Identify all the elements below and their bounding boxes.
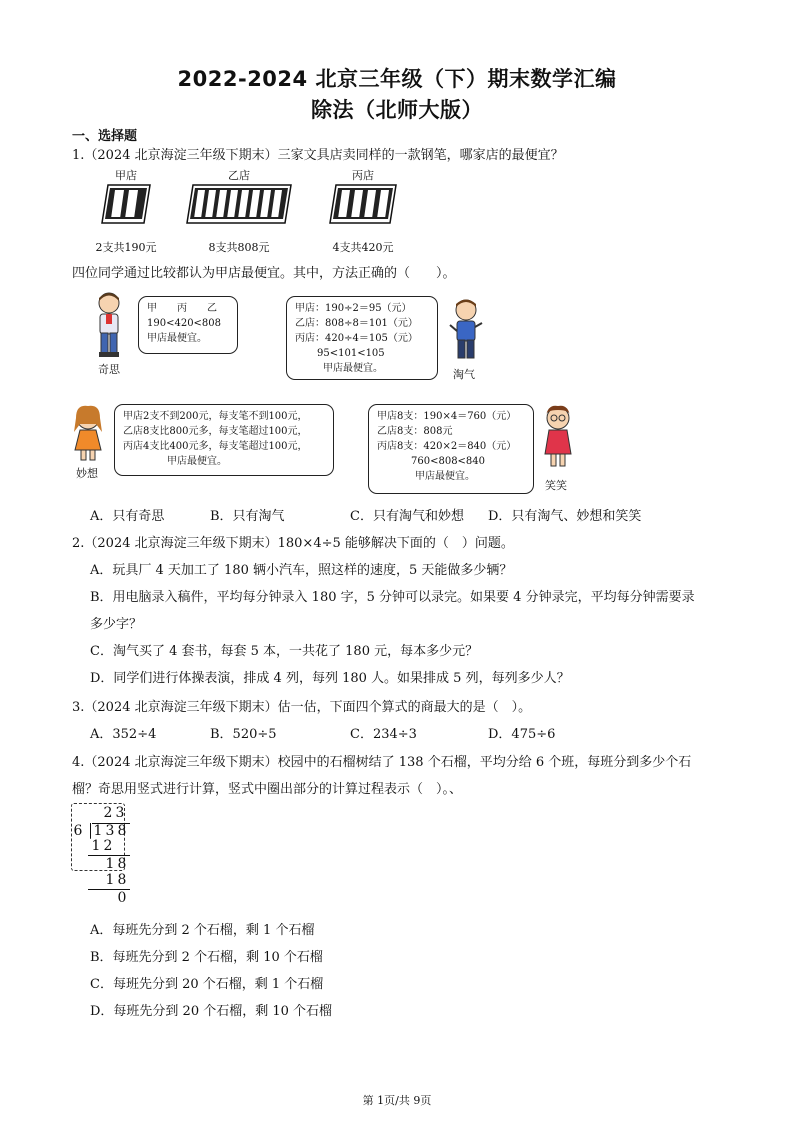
quotient-digit: 2 [103,805,113,821]
remainder-digit: 8 [117,856,127,872]
question-1-stem: 1.（2024 北京海淀三年级下期末）三家文具店卖同样的一款钢笔，哪家店的最便宜？ [72,148,564,163]
question-4-stem: 4.（2024 北京海淀三年级下期末）校园中的石榴树结了 138 个石榴，平均分给 6 个班，每班分到多少个石 [72,755,692,770]
q2-option-d[interactable]: D．同学们进行体操表演，排成 4 列，每列 180 人。如果排成 5 列，每列多少人？ [90,671,570,686]
question-2-stem: 2.（2024 北京海淀三年级下期末）180×4÷5 能够解决下面的（ ）问题。 [72,536,514,551]
xiaoxiao-line-3: 丙店8支：420×2＝840（元） [377,441,517,452]
step2-digit: 8 [117,872,127,888]
pen-box-4-icon [328,183,398,225]
qisi-line-3: 甲店最便宜。 [147,333,207,344]
shop-jia [86,165,166,257]
student-taoqi-name: 淘气 [453,368,475,381]
xiaoxiao-line-1: 甲店8支：190×4＝760（元） [377,411,517,422]
qisi-line-1: 甲 丙 乙 [147,303,217,314]
girl-xiaoxiao-icon [538,404,578,474]
q2-option-a[interactable]: A．玩具厂 4 天加工了 180 辆小汽车，照这样的速度，5 天能做多少辆？ [90,563,513,578]
miaoxiang-line-3: 丙店4支比400元多，每支笔超过100元， [123,441,308,452]
question-4-stem-cont: 榴？奇思用竖式进行计算，竖式中圈出部分的计算过程表示（ ）。、 [72,782,463,797]
shop-yi [183,165,295,257]
q3-option-d[interactable]: D．475÷6 [488,727,556,742]
q1-option-c[interactable]: C．只有淘气和妙想 [350,509,464,524]
q1-option-a[interactable]: A．只有奇思 [90,509,165,524]
question-3-stem: 3.（2024 北京海淀三年级下期末）估一估，下面四个算式的商最大的是（ ）。 [72,700,532,715]
q2-option-b[interactable]: B．用电脑录入稿件，平均每分钟录入 180 字，5 分钟可以录完。如果要 4 分钟录完，平均每分钟需要录 [90,590,695,605]
pen-box-2-icon [100,183,152,225]
q3-option-b[interactable]: B．520÷5 [210,727,277,742]
shop-bing-caption: 4支共420元 [332,241,394,254]
speech-bubble-miaoxiang [114,404,334,476]
shop-yi-name: 乙店 [228,169,250,182]
section-heading: 一、选择题 [72,129,138,144]
q3-option-a[interactable]: A．352÷4 [90,727,157,742]
speech-bubble-qisi [138,296,238,354]
shop-jia-name: 甲店 [115,169,137,182]
student-qisi-name: 奇思 [98,363,120,376]
shop-jia-caption: 2支共190元 [95,241,157,254]
dividend-digit: 8 [117,823,127,839]
girl-miaoxiang-icon [68,404,108,464]
page-number: 第 1页/共 9页 [362,1094,432,1107]
taoqi-line-1: 甲店：190÷2＝95（元） [295,303,412,314]
final-remainder: 0 [117,890,127,906]
xiaoxiao-line-4: 760<808<840 [411,456,486,467]
student-xiaoxiao-name: 笑笑 [545,479,567,492]
miaoxiang-line-4: 甲店最便宜。 [167,456,227,467]
shop-bing-name: 丙店 [352,169,374,182]
question-1-prompt: 四位同学通过比较都认为甲店最便宜。其中，方法正确的（ ）。 [72,266,456,281]
doc-title-line1: 2022-2024 北京三年级（下）期末数学汇编 [177,67,617,91]
step1-digit: 2 [103,838,113,854]
taoqi-line-4: 95<101<105 [317,348,385,359]
q2-option-b-cont: 多少字？ [90,617,143,632]
xiaoxiao-line-2: 乙店8支：808元 [377,426,453,437]
speech-bubble-xiaoxiao [368,404,534,494]
taoqi-line-5: 甲店最便宜。 [323,363,383,374]
dividend-digit: 3 [105,823,115,839]
shop-yi-caption: 8支共808元 [208,241,270,254]
step1-digit: 1 [91,838,101,854]
step2-digit: 1 [105,872,115,888]
miaoxiang-line-2: 乙店8支比800元多，每支笔超过100元， [123,426,308,437]
divisor: 6 [73,823,83,839]
quotient-digit: 3 [115,805,125,821]
boy-qisi-icon [90,290,128,360]
pen-box-8-icon [185,183,293,225]
student-miaoxiang-name: 妙想 [76,467,98,480]
q4-option-b[interactable]: B．每班先分到 2 个石榴，剩 10 个石榴 [90,950,323,965]
division-bracket [90,823,91,839]
qisi-line-2: 190<420<808 [147,318,222,329]
xiaoxiao-line-5: 甲店最便宜。 [415,471,475,482]
taoqi-line-3: 丙店：420÷4＝105（元） [295,333,418,344]
dividend-digit: 1 [93,823,103,839]
q4-option-d[interactable]: D．每班先分到 20 个石榴，剩 10 个石榴 [90,1004,333,1019]
shop-bing [318,165,408,257]
q4-option-a[interactable]: A．每班先分到 2 个石榴，剩 1 个石榴 [90,923,315,938]
remainder-digit: 1 [105,856,115,872]
q1-option-d[interactable]: D．只有淘气、妙想和笑笑 [488,509,642,524]
long-division-figure [68,803,138,909]
speech-bubble-taoqi [286,296,438,380]
doc-title-line2: 除法（北师大版） [311,98,483,122]
q2-option-c[interactable]: C．淘气买了 4 套书，每套 5 本，一共花了 180 元，每本多少元？ [90,644,479,659]
q4-option-c[interactable]: C．每班先分到 20 个石榴，剩 1 个石榴 [90,977,324,992]
q1-option-b[interactable]: B．只有淘气 [210,509,285,524]
taoqi-line-2: 乙店：808÷8＝101（元） [295,318,418,329]
boy-taoqi-icon [446,297,486,365]
q3-option-c[interactable]: C．234÷3 [350,727,417,742]
miaoxiang-line-1: 甲店2支不到200元，每支笔不到100元， [123,411,308,422]
